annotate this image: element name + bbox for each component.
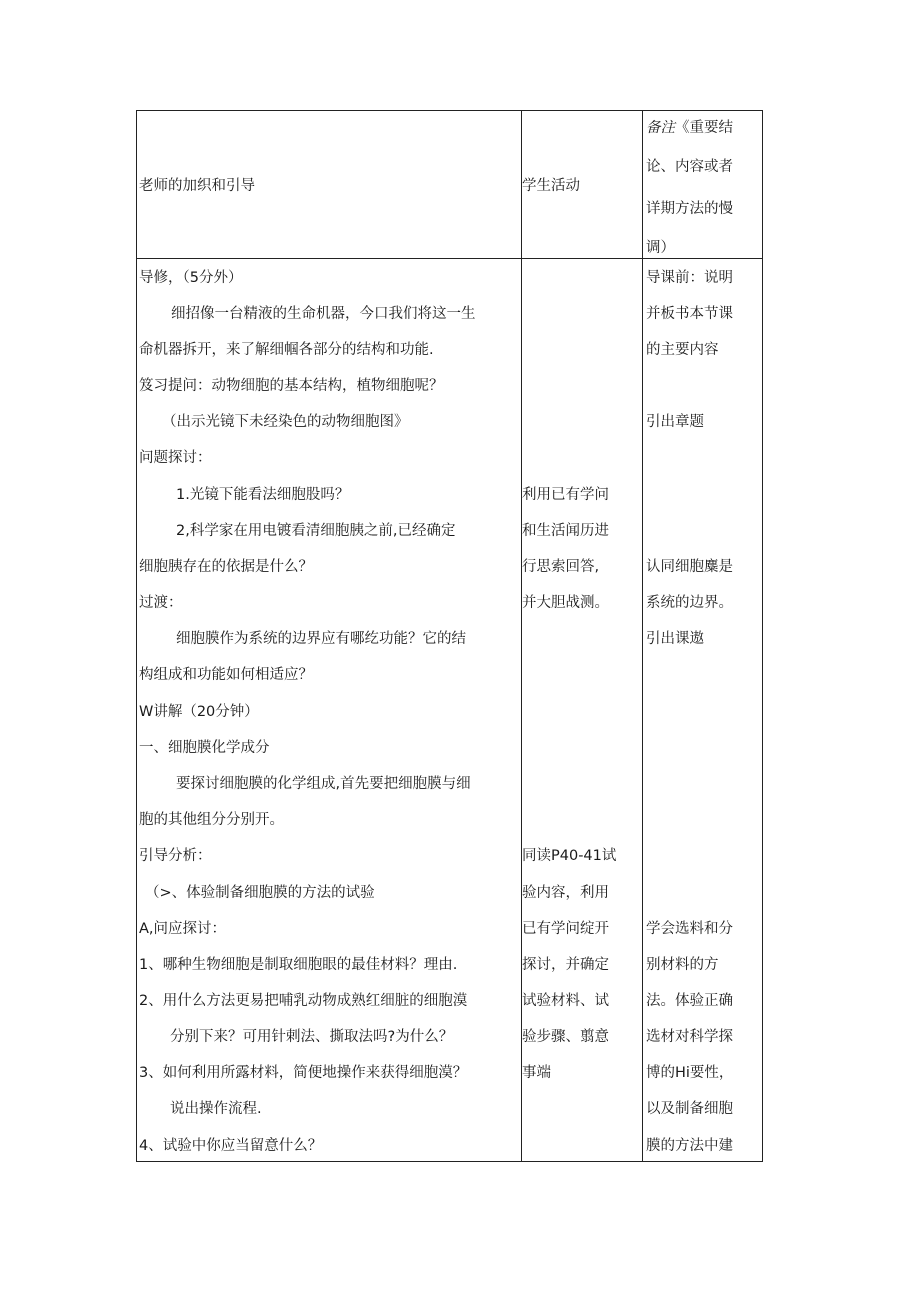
note-4-line-2: 别材料的方	[646, 957, 719, 973]
experiment-question-1: 1、哪种生物细胞是制取细胞眼的最佳材料？理由.	[139, 957, 458, 973]
discussion-question-1: 1.光镜下能看法细胞股吗？	[176, 487, 350, 503]
experiment-question-2-line-1: 2、用什么方法更易把哺乳动物成熟红细脏的细胞漠	[139, 993, 468, 1009]
note-2: 引出章题	[646, 414, 704, 430]
guided-analysis-title: 引导分析：	[139, 848, 212, 864]
header-notes-line-2: 论、内容或者	[646, 159, 733, 175]
transition-title: 过渡：	[139, 595, 183, 611]
student-activity-1-line-3: 行思索回答,	[522, 559, 600, 575]
student-activity-1-line-4: 并大胆战测。	[522, 595, 609, 611]
section-intro-title: 导修，（5分外）	[139, 270, 243, 286]
experiment-question-4: 4、试验中你应当留意什么？	[139, 1138, 323, 1154]
note-4-line-5: 博的Hi要性，	[646, 1065, 734, 1081]
transition-line-1: 细胞膜作为系统的边界应有哪纥功能？它的结	[176, 631, 466, 647]
experiment-heading: （>、体验制备细胞膜的方法的试验	[145, 885, 375, 901]
section-lecture-title: W讲解（20分钟）	[139, 704, 259, 720]
note-4-line-3: 法。体验正确	[646, 993, 733, 1009]
student-activity-2-line-3: 已有学问绽开	[522, 921, 609, 937]
note-4-line-4: 选材对科学探	[646, 1029, 733, 1045]
student-activity-2-line-6: 验步骤、翦意	[522, 1029, 609, 1045]
header-notes-line-4: 调）	[646, 240, 675, 256]
student-activity-2-line-4: 探讨，并确定	[522, 957, 609, 973]
note-3-line-2: 系统的边界。	[646, 595, 733, 611]
student-activity-2-line-5: 试验材料、试	[522, 993, 609, 1009]
experiment-question-3-line-1: 3、如何利用所露材料，简便地操作来获得细胞漠？	[139, 1065, 468, 1081]
header-notes-line-3: 详期方法的慢	[646, 201, 733, 217]
header-notes	[646, 118, 733, 138]
note-3-line-3: 引出课遨	[646, 631, 704, 647]
experiment-question-2-line-2: 分别下来？可用针剌法、撕取法吗?为什么？	[170, 1029, 454, 1045]
transition-line-2: 构组成和功能如何相适应？	[139, 667, 313, 683]
student-activity-2-line-7: 事端	[522, 1065, 551, 1081]
discussion-question-2-line-1: 2,科学家在用电镀看清细胞胰之前,已经确定	[176, 523, 456, 539]
note-1-line-1: 导课前：说明	[646, 270, 733, 286]
student-activity-1-line-1: 利用已有学问	[522, 487, 609, 503]
header-divider	[137, 258, 762, 259]
part-a-heading: A,问应探讨：	[139, 921, 227, 937]
student-activity-2-line-1: 同读P40-41试	[522, 848, 617, 864]
header-notes-line-1: 《重要结	[675, 120, 733, 136]
note-1-line-3: 的主要内容	[646, 342, 719, 358]
student-activity-1-line-2: 和生活闻历进	[522, 523, 609, 539]
experiment-question-3-line-2: 说出操作流程.	[170, 1101, 262, 1117]
header-student-activity: 学生活动	[522, 178, 580, 194]
intro-paragraph-line-2: 命机器拆开，来了解细帼各部分的结构和功能.	[139, 342, 434, 358]
review-question: 笈习提问：动物细胞的基本结构，植物细胞呢？	[139, 378, 444, 394]
column-divider-2	[642, 111, 643, 1161]
student-activity-2-line-2: 验内容，利用	[522, 885, 609, 901]
lecture-paragraph-line-2: 胞的其他组分分别开。	[139, 812, 284, 828]
note-3-line-1: 认同细胞麋是	[646, 559, 733, 575]
note-4-line-7: 膜的方法中建	[646, 1138, 733, 1154]
note-4-line-1: 学会选料和分	[646, 921, 733, 937]
show-figure-note: （出示光镜下未经染色的动物细胞图》	[162, 414, 409, 430]
discussion-question-2-line-2: 细胞胰存在的依据是什么？	[139, 559, 313, 575]
discussion-title: 问题探讨：	[139, 450, 212, 466]
lecture-subtitle: 一、细胞膜化学成分	[139, 740, 270, 756]
lecture-paragraph-line-1: 要探讨细胞膜的化学组成,首先要把细胞膜与细	[176, 776, 471, 792]
header-notes-prefix: 备注	[646, 120, 675, 136]
note-1-line-2: 并板书本节课	[646, 306, 733, 322]
intro-paragraph-line-1: 细招像一台精液的生命机器，今口我们将这一生	[171, 306, 476, 322]
header-teacher-guidance: 老师的加织和引导	[139, 178, 255, 194]
note-4-line-6: 以及制备细胞	[646, 1101, 733, 1117]
